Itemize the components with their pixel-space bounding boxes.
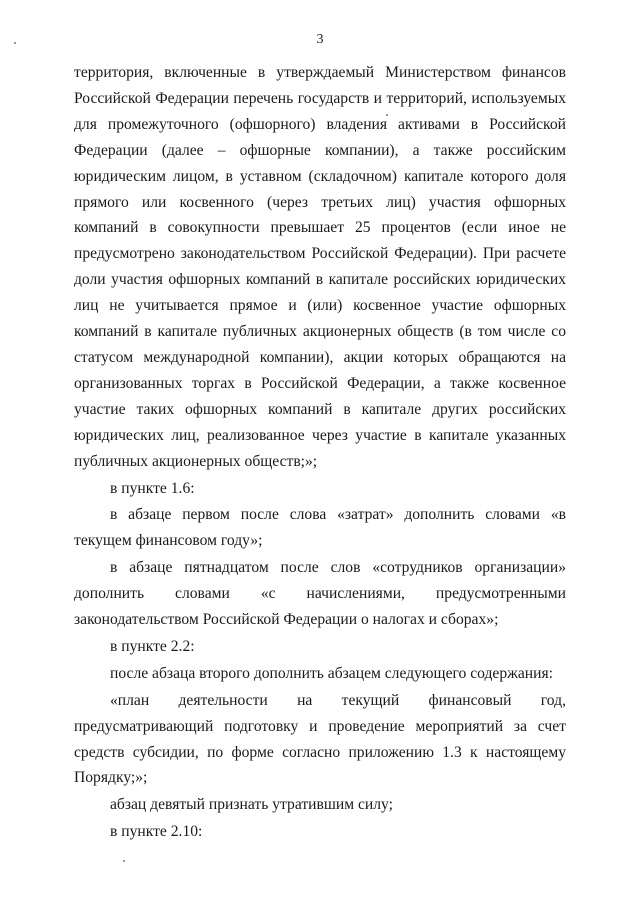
scan-speck bbox=[386, 114, 388, 116]
paragraph-2: в пункте 1.6: bbox=[110, 479, 195, 497]
paragraph-4: в абзаце пятнадцатом после слов «сотрудников организации» дополнить словами «с начислениями, предусмотренными законодательством Российской Федерации о налогах и сборах»; bbox=[74, 559, 566, 629]
paragraph-1: территория, включенные в утверждаемый Министерством финансов Российской Федерации перечень государств и территорий, используемых для промежуточного (офшорного) владения активами в Российской Федерации (далее – офшорные компании), а также российским юридическим лицом, в уставном (складочном) капитале которого доля прямого или косвенного (через третьих лиц) участия офшорных компаний в совокупности превышает 25 процентов (если иное не предусмотрено законодательством Российской Федерации). При расчете доли участия офшорных компаний в капитале российских юридических лиц не учитывается прямое и (или) косвенное участие офшорных компаний в капитале публичных акционерных обществ (в том числе со статусом международной компании), акции которых обращаются на организованных торгах в Российской Федерации, а также косвенное участие таких офшорных компаний в капитале других российских юридических лиц, реализованное через участие в капитале указанных публичных акционерных обществ;»; bbox=[74, 64, 566, 470]
paragraph-3: в абзаце первом после слова «затрат» дополнить словами «в текущем финансовом году»; bbox=[74, 506, 566, 550]
paragraph-8: абзац девятый признать утратившим силу; bbox=[110, 796, 393, 814]
paragraph-9: в пункте 2.10: bbox=[110, 823, 203, 841]
paragraph-5: в пункте 2.2: bbox=[110, 637, 195, 655]
paragraph-7: «план деятельности на текущий финансовый год, предусматривающий подготовку и проведение мероприятий за счет средств субсидии, по форме согласно приложению 1.3 к настоящему Порядку;»; bbox=[74, 691, 566, 787]
document-body bbox=[74, 60, 566, 845]
page-number: 3 bbox=[316, 32, 324, 47]
paragraph-6: после абзаца второго дополнить абзацем следующего содержания: bbox=[110, 664, 554, 682]
scan-speck bbox=[123, 860, 125, 862]
scan-speck bbox=[14, 42, 16, 44]
